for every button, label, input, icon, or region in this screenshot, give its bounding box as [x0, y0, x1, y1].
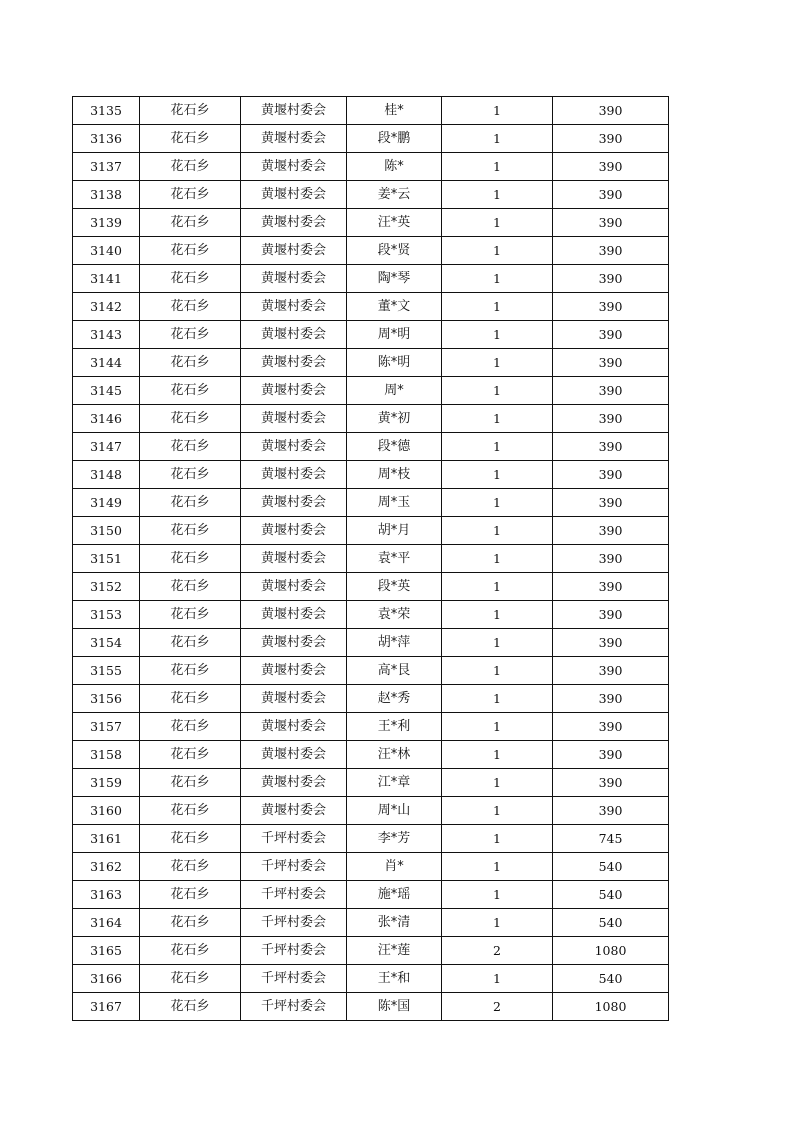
table-row: [73, 181, 669, 209]
cell-count: 1: [442, 545, 553, 573]
cell-serial-number: 3166: [73, 965, 140, 993]
cell-person-name: 段*德: [347, 433, 442, 461]
cell-serial-number: 3135: [73, 97, 140, 125]
cell-count: 1: [442, 349, 553, 377]
cell-amount: 390: [553, 545, 669, 573]
cell-amount: 745: [553, 825, 669, 853]
cell-serial-number: 3143: [73, 321, 140, 349]
cell-count: 1: [442, 461, 553, 489]
cell-serial-number: 3161: [73, 825, 140, 853]
cell-village-committee: 黄堰村委会: [241, 601, 347, 629]
cell-serial-number: 3160: [73, 797, 140, 825]
table-row: [73, 881, 669, 909]
cell-village-committee: 黄堰村委会: [241, 517, 347, 545]
cell-village-committee: 黄堰村委会: [241, 97, 347, 125]
cell-person-name: 施*瑶: [347, 881, 442, 909]
cell-amount: 390: [553, 153, 669, 181]
cell-person-name: 李*芳: [347, 825, 442, 853]
cell-township: 花石乡: [140, 405, 241, 433]
cell-village-committee: 千坪村委会: [241, 909, 347, 937]
cell-amount: 390: [553, 489, 669, 517]
cell-count: 1: [442, 237, 553, 265]
cell-village-committee: 千坪村委会: [241, 825, 347, 853]
cell-township: 花石乡: [140, 853, 241, 881]
cell-serial-number: 3148: [73, 461, 140, 489]
cell-person-name: 周*玉: [347, 489, 442, 517]
data-table: [72, 96, 669, 1021]
cell-serial-number: 3139: [73, 209, 140, 237]
cell-count: 1: [442, 125, 553, 153]
cell-amount: 390: [553, 769, 669, 797]
cell-person-name: 王*和: [347, 965, 442, 993]
cell-amount: 390: [553, 629, 669, 657]
cell-village-committee: 黄堰村委会: [241, 321, 347, 349]
cell-amount: 390: [553, 797, 669, 825]
table-row: [73, 209, 669, 237]
cell-person-name: 黄*初: [347, 405, 442, 433]
cell-amount: 390: [553, 209, 669, 237]
cell-count: 1: [442, 293, 553, 321]
cell-serial-number: 3159: [73, 769, 140, 797]
cell-person-name: 周*明: [347, 321, 442, 349]
cell-village-committee: 黄堰村委会: [241, 349, 347, 377]
cell-township: 花石乡: [140, 153, 241, 181]
cell-person-name: 陶*琴: [347, 265, 442, 293]
table-row: [73, 797, 669, 825]
cell-count: 1: [442, 489, 553, 517]
cell-serial-number: 3140: [73, 237, 140, 265]
cell-village-committee: 黄堰村委会: [241, 181, 347, 209]
cell-serial-number: 3165: [73, 937, 140, 965]
cell-serial-number: 3163: [73, 881, 140, 909]
cell-township: 花石乡: [140, 769, 241, 797]
table-row: [73, 433, 669, 461]
cell-township: 花石乡: [140, 433, 241, 461]
cell-village-committee: 黄堰村委会: [241, 377, 347, 405]
cell-serial-number: 3151: [73, 545, 140, 573]
cell-count: 2: [442, 993, 553, 1021]
cell-township: 花石乡: [140, 657, 241, 685]
cell-village-committee: 黄堰村委会: [241, 209, 347, 237]
table-row: [73, 97, 669, 125]
cell-person-name: 姜*云: [347, 181, 442, 209]
cell-serial-number: 3147: [73, 433, 140, 461]
cell-serial-number: 3164: [73, 909, 140, 937]
cell-serial-number: 3138: [73, 181, 140, 209]
cell-township: 花石乡: [140, 937, 241, 965]
cell-person-name: 胡*萍: [347, 629, 442, 657]
table-row: [73, 237, 669, 265]
cell-amount: 390: [553, 685, 669, 713]
cell-count: 1: [442, 965, 553, 993]
cell-village-committee: 黄堰村委会: [241, 797, 347, 825]
cell-count: 1: [442, 853, 553, 881]
cell-count: 1: [442, 265, 553, 293]
cell-village-committee: 黄堰村委会: [241, 629, 347, 657]
cell-count: 2: [442, 937, 553, 965]
cell-village-committee: 千坪村委会: [241, 881, 347, 909]
cell-count: 1: [442, 657, 553, 685]
cell-village-committee: 黄堰村委会: [241, 153, 347, 181]
cell-count: 1: [442, 97, 553, 125]
cell-amount: 390: [553, 321, 669, 349]
cell-serial-number: 3162: [73, 853, 140, 881]
cell-township: 花石乡: [140, 237, 241, 265]
cell-count: 1: [442, 433, 553, 461]
cell-serial-number: 3152: [73, 573, 140, 601]
cell-amount: 390: [553, 657, 669, 685]
table-row: [73, 517, 669, 545]
cell-township: 花石乡: [140, 573, 241, 601]
cell-township: 花石乡: [140, 489, 241, 517]
cell-count: 1: [442, 181, 553, 209]
cell-count: 1: [442, 797, 553, 825]
cell-person-name: 袁*荣: [347, 601, 442, 629]
table-row: [73, 125, 669, 153]
cell-serial-number: 3146: [73, 405, 140, 433]
cell-township: 花石乡: [140, 965, 241, 993]
cell-person-name: 陈*国: [347, 993, 442, 1021]
table-row: [73, 937, 669, 965]
cell-count: 1: [442, 713, 553, 741]
cell-person-name: 汪*林: [347, 741, 442, 769]
cell-serial-number: 3150: [73, 517, 140, 545]
cell-serial-number: 3136: [73, 125, 140, 153]
cell-count: 1: [442, 517, 553, 545]
cell-count: 1: [442, 909, 553, 937]
cell-count: 1: [442, 405, 553, 433]
cell-amount: 390: [553, 237, 669, 265]
table-row: [73, 713, 669, 741]
cell-township: 花石乡: [140, 293, 241, 321]
table-row: [73, 321, 669, 349]
cell-amount: 540: [553, 909, 669, 937]
cell-person-name: 王*利: [347, 713, 442, 741]
cell-serial-number: 3144: [73, 349, 140, 377]
cell-amount: 390: [553, 601, 669, 629]
cell-serial-number: 3145: [73, 377, 140, 405]
table-row: [73, 573, 669, 601]
table-row: [73, 545, 669, 573]
cell-serial-number: 3157: [73, 713, 140, 741]
cell-count: 1: [442, 825, 553, 853]
cell-person-name: 张*清: [347, 909, 442, 937]
cell-village-committee: 黄堰村委会: [241, 265, 347, 293]
table-row: [73, 741, 669, 769]
cell-count: 1: [442, 685, 553, 713]
cell-township: 花石乡: [140, 321, 241, 349]
cell-village-committee: 黄堰村委会: [241, 769, 347, 797]
cell-count: 1: [442, 601, 553, 629]
cell-person-name: 江*章: [347, 769, 442, 797]
cell-village-committee: 千坪村委会: [241, 965, 347, 993]
cell-village-committee: 黄堰村委会: [241, 657, 347, 685]
cell-person-name: 胡*月: [347, 517, 442, 545]
cell-amount: 390: [553, 97, 669, 125]
cell-serial-number: 3167: [73, 993, 140, 1021]
table-row: [73, 825, 669, 853]
cell-amount: 390: [553, 713, 669, 741]
cell-person-name: 陈*: [347, 153, 442, 181]
cell-person-name: 桂*: [347, 97, 442, 125]
table-row: [73, 657, 669, 685]
cell-township: 花石乡: [140, 797, 241, 825]
cell-person-name: 段*英: [347, 573, 442, 601]
cell-township: 花石乡: [140, 265, 241, 293]
table-row: [73, 349, 669, 377]
table-row: [73, 265, 669, 293]
cell-township: 花石乡: [140, 181, 241, 209]
table-row: [73, 405, 669, 433]
cell-amount: 540: [553, 853, 669, 881]
cell-person-name: 汪*英: [347, 209, 442, 237]
table-row: [73, 461, 669, 489]
cell-person-name: 董*文: [347, 293, 442, 321]
cell-amount: 390: [553, 349, 669, 377]
cell-village-committee: 千坪村委会: [241, 853, 347, 881]
cell-village-committee: 黄堰村委会: [241, 461, 347, 489]
table-row: [73, 685, 669, 713]
cell-amount: 1080: [553, 993, 669, 1021]
cell-village-committee: 黄堰村委会: [241, 489, 347, 517]
cell-count: 1: [442, 741, 553, 769]
cell-amount: 540: [553, 965, 669, 993]
cell-village-committee: 黄堰村委会: [241, 237, 347, 265]
cell-township: 花石乡: [140, 97, 241, 125]
cell-serial-number: 3137: [73, 153, 140, 181]
cell-person-name: 周*: [347, 377, 442, 405]
table-row: [73, 993, 669, 1021]
cell-person-name: 段*鹏: [347, 125, 442, 153]
cell-serial-number: 3158: [73, 741, 140, 769]
cell-count: 1: [442, 573, 553, 601]
cell-person-name: 高*艮: [347, 657, 442, 685]
cell-person-name: 段*贤: [347, 237, 442, 265]
table-row: [73, 377, 669, 405]
cell-amount: 1080: [553, 937, 669, 965]
cell-township: 花石乡: [140, 629, 241, 657]
table-row: [73, 965, 669, 993]
cell-village-committee: 黄堰村委会: [241, 405, 347, 433]
cell-township: 花石乡: [140, 461, 241, 489]
cell-amount: 390: [553, 433, 669, 461]
table-body: [73, 97, 669, 1021]
cell-amount: 390: [553, 517, 669, 545]
cell-township: 花石乡: [140, 377, 241, 405]
cell-count: 1: [442, 377, 553, 405]
cell-person-name: 袁*平: [347, 545, 442, 573]
table-row: [73, 909, 669, 937]
cell-village-committee: 黄堰村委会: [241, 685, 347, 713]
cell-amount: 390: [553, 181, 669, 209]
table-row: [73, 769, 669, 797]
cell-amount: 390: [553, 405, 669, 433]
table-row: [73, 629, 669, 657]
cell-person-name: 周*枝: [347, 461, 442, 489]
cell-amount: 390: [553, 741, 669, 769]
cell-count: 1: [442, 153, 553, 181]
cell-village-committee: 黄堰村委会: [241, 713, 347, 741]
cell-amount: 390: [553, 573, 669, 601]
cell-village-committee: 千坪村委会: [241, 937, 347, 965]
cell-count: 1: [442, 321, 553, 349]
cell-serial-number: 3153: [73, 601, 140, 629]
cell-village-committee: 黄堰村委会: [241, 741, 347, 769]
cell-person-name: 陈*明: [347, 349, 442, 377]
cell-amount: 390: [553, 293, 669, 321]
cell-township: 花石乡: [140, 741, 241, 769]
cell-serial-number: 3149: [73, 489, 140, 517]
cell-township: 花石乡: [140, 209, 241, 237]
cell-township: 花石乡: [140, 685, 241, 713]
cell-village-committee: 黄堰村委会: [241, 545, 347, 573]
cell-village-committee: 黄堰村委会: [241, 573, 347, 601]
cell-township: 花石乡: [140, 349, 241, 377]
cell-amount: 540: [553, 881, 669, 909]
table-row: [73, 293, 669, 321]
cell-amount: 390: [553, 461, 669, 489]
cell-count: 1: [442, 769, 553, 797]
cell-person-name: 周*山: [347, 797, 442, 825]
cell-township: 花石乡: [140, 125, 241, 153]
cell-township: 花石乡: [140, 713, 241, 741]
cell-serial-number: 3156: [73, 685, 140, 713]
cell-township: 花石乡: [140, 601, 241, 629]
table-row: [73, 853, 669, 881]
cell-amount: 390: [553, 265, 669, 293]
table-row: [73, 489, 669, 517]
cell-person-name: 赵*秀: [347, 685, 442, 713]
table-row: [73, 153, 669, 181]
cell-count: 1: [442, 881, 553, 909]
cell-amount: 390: [553, 125, 669, 153]
cell-township: 花石乡: [140, 881, 241, 909]
cell-township: 花石乡: [140, 517, 241, 545]
cell-village-committee: 黄堰村委会: [241, 293, 347, 321]
cell-person-name: 汪*莲: [347, 937, 442, 965]
cell-serial-number: 3154: [73, 629, 140, 657]
cell-village-committee: 黄堰村委会: [241, 433, 347, 461]
cell-person-name: 肖*: [347, 853, 442, 881]
cell-serial-number: 3155: [73, 657, 140, 685]
cell-village-committee: 千坪村委会: [241, 993, 347, 1021]
cell-township: 花石乡: [140, 993, 241, 1021]
cell-township: 花石乡: [140, 909, 241, 937]
cell-serial-number: 3141: [73, 265, 140, 293]
cell-village-committee: 黄堰村委会: [241, 125, 347, 153]
cell-count: 1: [442, 629, 553, 657]
cell-township: 花石乡: [140, 545, 241, 573]
table-row: [73, 601, 669, 629]
cell-township: 花石乡: [140, 825, 241, 853]
cell-serial-number: 3142: [73, 293, 140, 321]
cell-amount: 390: [553, 377, 669, 405]
cell-count: 1: [442, 209, 553, 237]
